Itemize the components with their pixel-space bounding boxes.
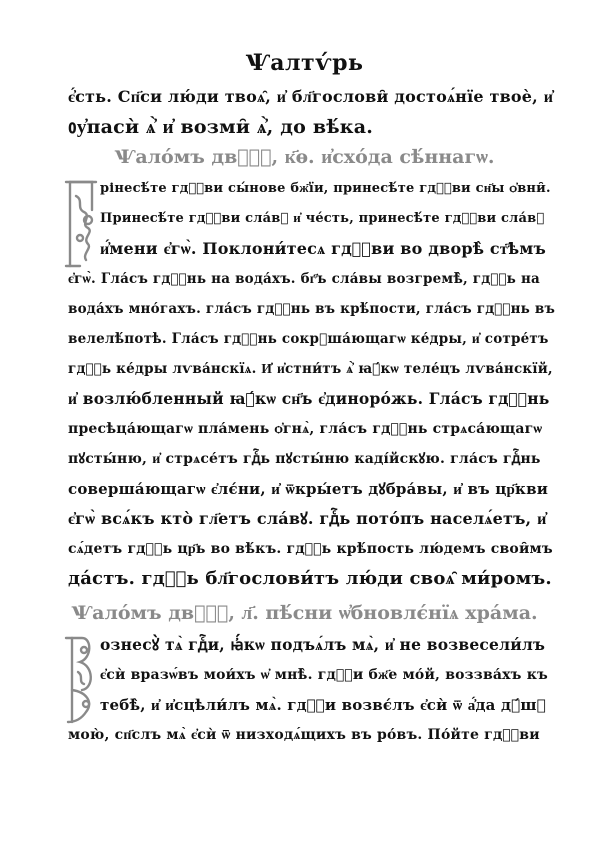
page-header: Ѱалтѵ́рь (245, 50, 364, 76)
text-line: да́стъ. гдⷭ҇ь бл҃гослови́тъ лю́ди своѧ̑ ми́ромъ. (68, 568, 552, 589)
text-line: є҆гѡ̀. Гла́съ гдⷭ҇нь на вода́хъ. бг҃ъ сла́вы возгремѣ̀, гдⷭ҇ь на (68, 271, 540, 287)
text-line: пресѣца́ющагѡ пла́мень ѻ҆гнѧ̀, гла́съ гдⷭ҇нь стрѧса́ющагѡ (68, 421, 543, 437)
ornate-initial-p (64, 176, 98, 272)
text-line: велелѣ́потѣ. Гла́съ гдⷭ҇нь сокрꙋша́ющагѡ ке́дры, и҆ сотре́тъ (68, 331, 549, 347)
text-line: гдⷭ҇ь ке́дры лѵва́нскїѧ. И҆ и҆стни́тъ ѧ҆̀ ꙗ҆́кѡ теле́цъ лѵва́нскїй, (68, 361, 553, 377)
text-line: и҆́мени є҆гѡ̀. Поклони́тесѧ гдⷭ҇ви во дворѣ̀ ст҃ѣмъ (100, 239, 546, 258)
text-line: рінесѣ́те гдⷭ҇ви сы́нове бж҃їи, принесѣ́те гдⷭ҇ви сн҃ы ѻ҆вни̑. (100, 181, 551, 196)
ornate-initial-v-icon (64, 632, 98, 728)
text-line: мою̀, сп҃слъ мѧ̀ є҆сѝ ѿ низходѧ́щихъ въ ро́въ. По́йте гдⷭ҇ви (68, 727, 540, 743)
text-line: соверша́ющагѡ є҆лє́ни, и҆ ѿкры́етъ дꙋбра́вы, и҆ въ цр҃кви (68, 480, 549, 498)
psalm-heading: Ѱало́мъ двⷣ҇ꙋ, к҃ѳ. и҆схо́да сѣ́ннагѡ. (114, 146, 495, 168)
text-line: ᲂу҆пасѝ ѧ҆̀ и҆ возми̑ ѧ҆̀, до вѣ́ка. (68, 116, 374, 138)
text-line: и҆ возлю́бленный ꙗ҆́кѡ сн҃ъ є҆диноро́жь. Гла́съ гдⷭ҇нь (68, 389, 550, 408)
ornate-initial-v (64, 632, 98, 728)
text-line: є҆гѡ̀ всѧ́къ кто̀ гл҃етъ сла́вꙋ. гдⷭ҇ь пото́пъ населѧ́етъ, и҆ (68, 509, 547, 528)
text-line: сѧ́детъ гдⷭ҇ь цр҃ь во вѣ́къ. гдⷭ҇ь крѣ́пость лю́демъ свои̑мъ (68, 541, 553, 557)
text-line: є҆сѝ вразѡ́въ мои́хъ ѡ҆ мнѣ̀. гдⷭ҇и бж҃е мо́й, воззва́хъ къ (100, 667, 548, 683)
text-line: тебѣ̀, и҆ и҆сцѣли́лъ мѧ̀. гдⷭ҇и возвє́лъ є҆сѝ ѿ а҆́да дꙋ́шꙋ (100, 696, 546, 714)
text-line: є҆́сть. Сп҃си лю́ди твоѧ̑, и҆ бл҃гослови̑ достоѧ́нїе твоѐ, и҆ (68, 87, 554, 106)
text-line: пꙋсты́ню, и҆ стрѧсе́тъ гдⷭ҇ь пꙋсты́ню каді́йскꙋю. гла́съ гдⷭ҇нь (68, 451, 541, 467)
ornate-initial-p-icon (64, 176, 98, 272)
text-line: вода́хъ мно́гахъ. гла́съ гдⷭ҇нь въ крѣ́пости, гла́съ гдⷭ҇нь въ (68, 301, 556, 317)
text-line: ознесꙋ̀ тѧ̀ гдⷭ҇и, ꙗ҆́кѡ подъѧ́лъ мѧ̀, и҆ не возвесели́лъ (100, 635, 546, 654)
psalm-heading: Ѱало́мъ двⷣ҇ꙋ, л҃. пѣ́сни ѡ҆бновлє́нїѧ хра́ма. (71, 602, 538, 624)
text-line: Принесѣ́те гдⷭ҇ви сла́вꙋ и҆ че́сть, принесѣ́те гдⷭ҇ви сла́вꙋ (100, 211, 545, 226)
